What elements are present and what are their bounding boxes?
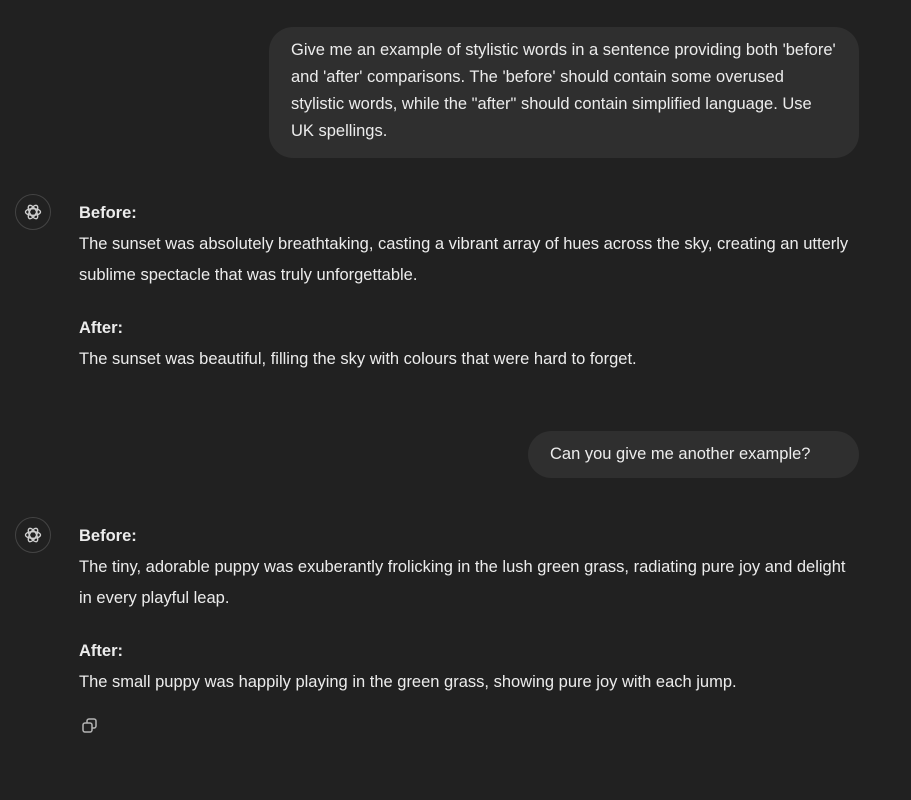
user-message-bubble [269,27,859,158]
assistant-message [79,521,859,698]
before-label: Before: [79,204,137,222]
user-message-bubble [528,431,859,478]
after-text: The sunset was beautiful, filling the sky with colours that were hard to forget. [79,350,637,368]
copy-button[interactable] [80,716,100,736]
after-label: After: [79,319,123,337]
after-label: After: [79,642,123,660]
before-text: The sunset was absolutely breathtaking, casting a vibrant array of hues across the sky, creating an utterly sublime spectacle that was truly unforgettable. [79,235,849,284]
user-message-text: Can you give me another example? [550,445,811,463]
after-text: The small puppy was happily playing in the green grass, showing pure joy with each jump. [79,673,737,691]
assistant-avatar [15,517,51,553]
openai-logo-icon [23,202,43,222]
before-label: Before: [79,527,137,545]
openai-logo-icon [23,525,43,545]
before-text: The tiny, adorable puppy was exuberantly frolicking in the lush green grass, radiating pure joy and delight in every playful leap. [79,558,846,607]
assistant-message [79,198,859,375]
copy-icon [80,716,100,736]
user-message-text: Give me an example of stylistic words in a sentence providing both 'before' and 'after' comparisons. The 'before' should contain some overused stylistic words, while the "after" should contain simplified language. Use UK spellings. [291,41,836,140]
assistant-avatar [15,194,51,230]
